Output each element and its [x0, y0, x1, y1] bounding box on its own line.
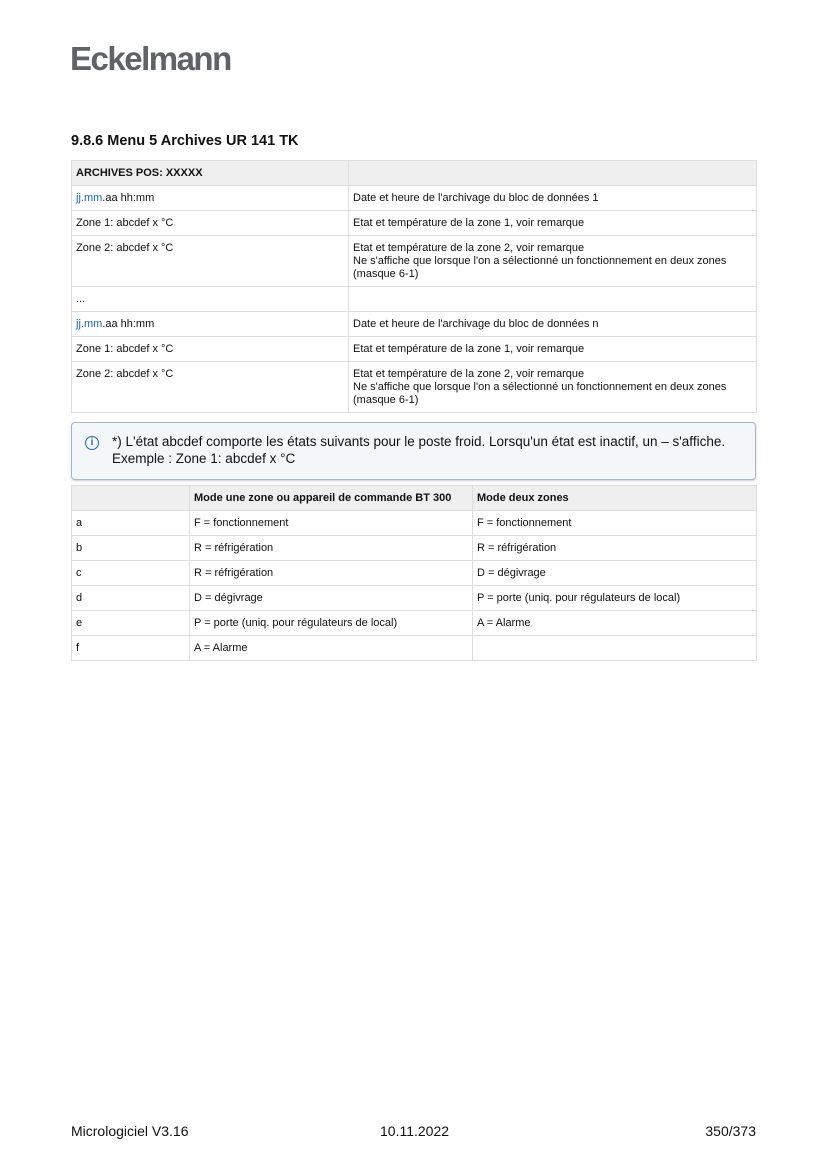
table-cell: F = fonctionnement — [190, 511, 473, 536]
table-cell: R = réfrigération — [190, 536, 473, 561]
archives-table — [71, 160, 757, 413]
table-row — [72, 586, 757, 611]
table-row — [72, 287, 757, 312]
table-row — [72, 611, 757, 636]
zone-cell: Zone 1: abcdef x °C — [72, 211, 349, 236]
zone-cell: Zone 2: abcdef x °C — [72, 362, 349, 413]
eckelmann-logo: Eckelmann — [70, 40, 231, 77]
zone-cell: Zone 1: abcdef x °C — [72, 337, 349, 362]
table-row — [72, 211, 757, 236]
table-row — [72, 536, 757, 561]
table-row — [72, 186, 757, 211]
table-cell: f — [72, 636, 190, 661]
table-cell: R = réfrigération — [473, 536, 757, 561]
table-cell: d — [72, 586, 190, 611]
info-note — [71, 422, 756, 480]
info-icon: i — [85, 436, 99, 450]
table-cell: A = Alarme — [473, 611, 757, 636]
table-cell: P = porte (uniq. pour régulateurs de local) — [473, 586, 757, 611]
desc-cell: Etat et température de la zone 2, voir remarque Ne s'affiche que lorsque l'on a sélectionné un fonctionnement en deux zones (masque 6-1) — [349, 236, 757, 287]
desc-cell: Etat et température de la zone 2, voir remarque Ne s'affiche que lorsque l'on a sélectionné un fonctionnement en deux zones (masque 6-1) — [349, 362, 757, 413]
date-link[interactable]: jj.mm — [76, 192, 103, 204]
zone-cell: Zone 2: abcdef x °C — [72, 236, 349, 287]
table-header-row — [72, 486, 757, 511]
table-cell: b — [72, 536, 190, 561]
header-cell: Mode une zone ou appareil de commande BT 300 — [190, 486, 473, 511]
note-line: *) L'état abcdef comporte les états suivants pour le poste froid. Lorsqu'un état est inactif, un – s'affiche. — [112, 434, 726, 449]
table-row — [72, 636, 757, 661]
ellipsis-cell: ... — [72, 287, 349, 312]
table-cell: a — [72, 511, 190, 536]
table-row — [72, 236, 757, 287]
date-cell: jj.mm.aa hh:mm — [72, 312, 349, 337]
table-row — [72, 362, 757, 413]
table-cell: c — [72, 561, 190, 586]
table-cell: P = porte (uniq. pour régulateurs de local) — [190, 611, 473, 636]
desc-cell: Etat et température de la zone 1, voir remarque — [349, 337, 757, 362]
date-link[interactable]: jj.mm — [76, 318, 103, 330]
table-row — [72, 312, 757, 337]
header-cell: Mode deux zones — [473, 486, 757, 511]
footer-firmware: Micrologiciel V3.16 — [71, 1123, 189, 1139]
desc-cell: Date et heure de l'archivage du bloc de données 1 — [349, 186, 757, 211]
table-cell: e — [72, 611, 190, 636]
table-row — [72, 337, 757, 362]
footer-page-number: 350/373 — [705, 1123, 756, 1139]
note-example: Exemple : Zone 1: abcdef x °C — [112, 451, 296, 466]
table-cell — [473, 636, 757, 661]
table-cell: F = fonctionnement — [473, 511, 757, 536]
header-cell: ARCHIVES POS: XXXXX — [72, 161, 349, 186]
table-cell: D = dégivrage — [473, 561, 757, 586]
table-cell: R = réfrigération — [190, 561, 473, 586]
table-row — [72, 511, 757, 536]
desc-cell: Etat et température de la zone 1, voir remarque — [349, 211, 757, 236]
table-cell: D = dégivrage — [190, 586, 473, 611]
states-table — [71, 485, 757, 661]
header-cell — [349, 161, 757, 186]
table-row — [72, 561, 757, 586]
footer-date: 10.11.2022 — [380, 1123, 450, 1139]
table-header-row — [72, 161, 757, 186]
desc-cell — [349, 287, 757, 312]
header-cell — [72, 486, 190, 511]
section-heading: 9.8.6 Menu 5 Archives UR 141 TK — [71, 133, 299, 149]
table-cell: A = Alarme — [190, 636, 473, 661]
desc-cell: Date et heure de l'archivage du bloc de données n — [349, 312, 757, 337]
date-cell: jj.mm.aa hh:mm — [72, 186, 349, 211]
